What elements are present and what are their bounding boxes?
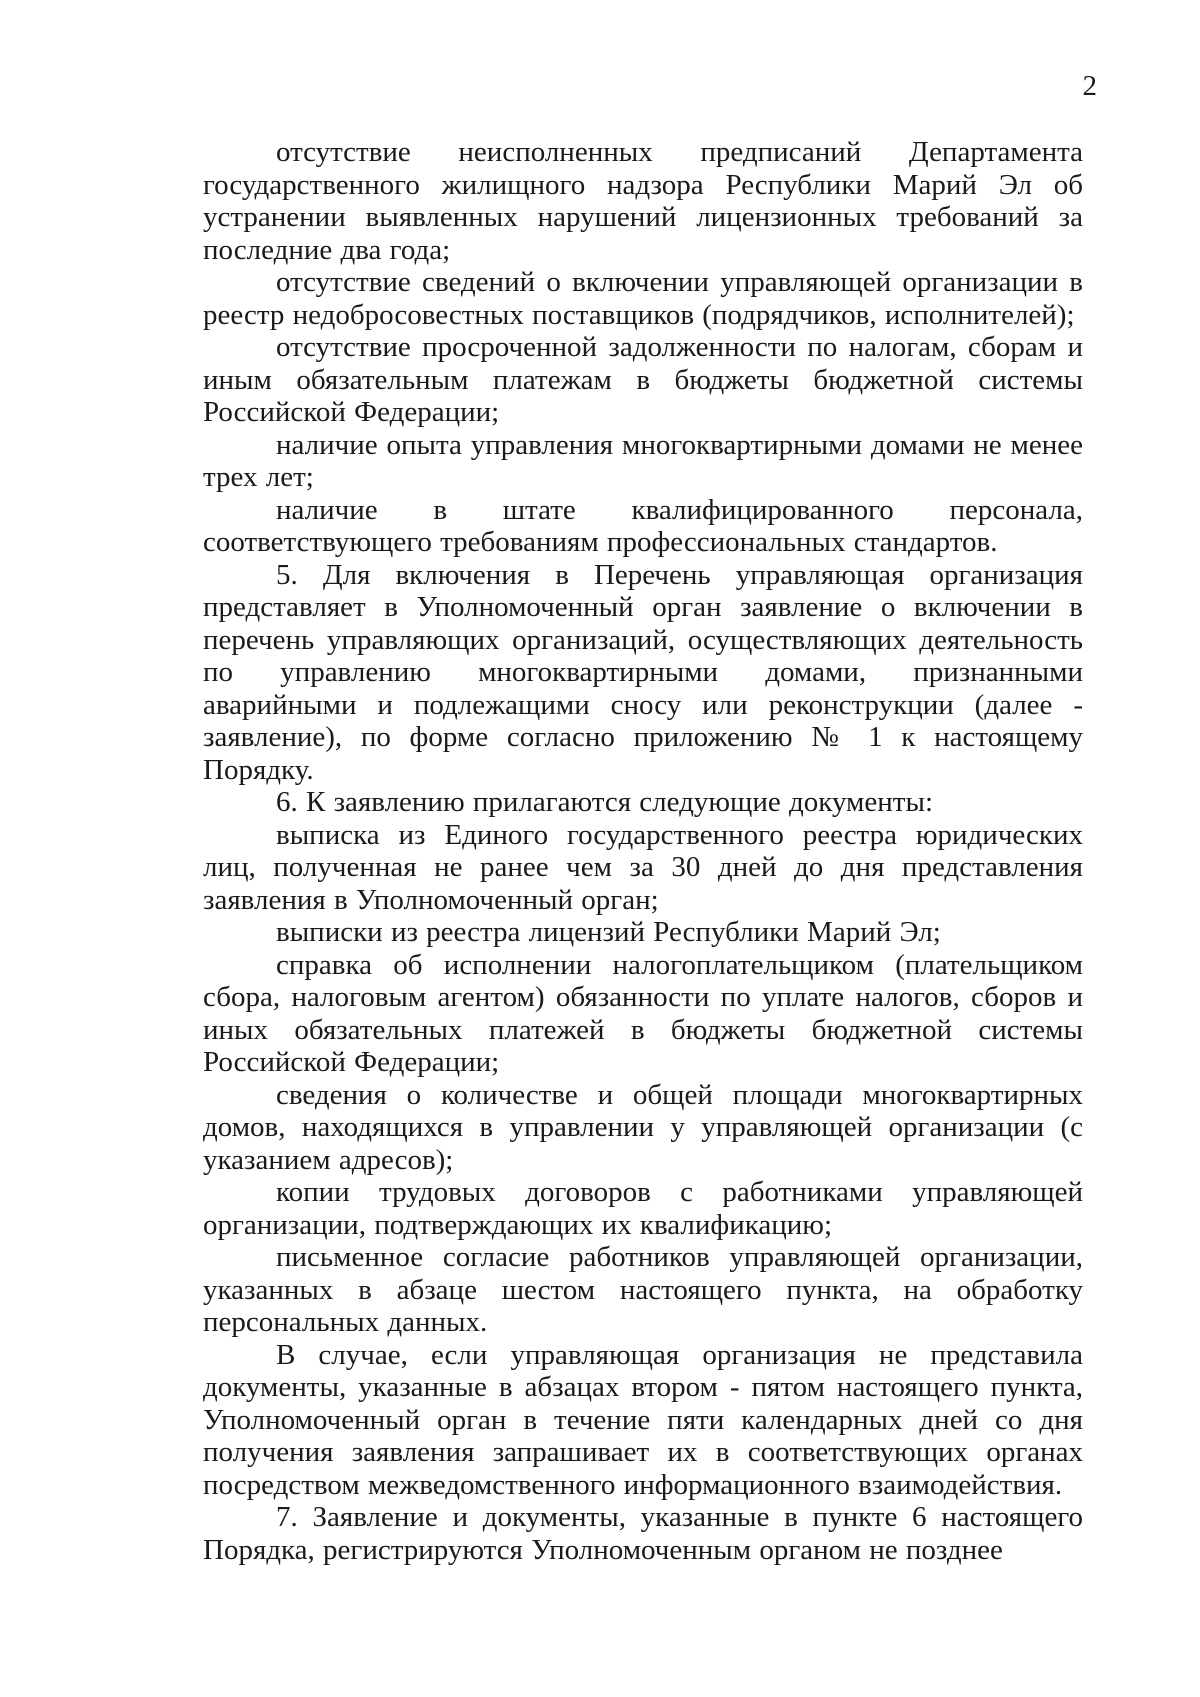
document-body	[203, 136, 1083, 1566]
paragraph-requirement-qualified-staff: наличие в штате квалифицированного персонала, соответствующего требованиям профессиональных стандартов.	[203, 493, 1083, 558]
paragraph-doc-housing-info: сведения о количестве и общей площади многоквартирных домов, находящихся в управлении у управляющей организации (с указанием адресов);	[203, 1078, 1083, 1176]
paragraph-requirement-not-in-registry: отсутствие сведений о включении управляющей организации в реестр недобросовестных поставщиков (подрядчиков, исполнителей);	[203, 266, 1083, 331]
paragraph-clause-6: 6. К заявлению прилагаются следующие документы:	[276, 786, 934, 818]
paragraph-doc-consent: письменное согласие работников управляющей организации, указанных в абзаце шестом настоящего пункта, на обработку персональных данных.	[203, 1241, 1083, 1338]
paragraph-requirement-no-violations: отсутствие неисполненных предписаний Департамента государственного жилищного надзора Республики Марий Эл об устранении выявленных нарушений лицензионных требований за последние два года;	[203, 136, 1083, 266]
paragraph-requirement-no-debt: отсутствие просроченной задолженности по налогам, сборам и иным обязательным платежам в бюджеты бюджетной системы Российской Федерации;	[203, 331, 1083, 428]
page-number: 2	[1082, 70, 1097, 102]
paragraph-requirement-experience: наличие опыта управления многоквартирными домами не менее трех лет;	[203, 428, 1083, 493]
paragraph-doc-license-extract: выписки из реестра лицензий Республики Марий Эл;	[276, 916, 941, 948]
paragraph-doc-labor-contracts: копии трудовых договоров с работниками управляющей организации, подтверждающих их квалификацию;	[203, 1176, 1083, 1241]
paragraph-clause-5: 5. Для включения в Перечень управляющая организация представляет в Уполномоченный орган заявление о включении в перечень управляющих организаций, осуществляющих деятельность по управлению многоквартирными домами, признанными аварийными и подлежащими сносу или реконструкции (далее - заявление), по форме согласно приложению № 1 к настоящему Порядку.	[203, 558, 1083, 786]
paragraph-interagency-request: В случае, если управляющая организация не представила документы, указанные в абзацах втором - пятом настоящего пункта, Уполномоченный орган в течение пяти календарных дней со дня получения заявления запрашивает их в соответствующих органах посредством межведомственного информационного взаимодействия.	[203, 1338, 1083, 1501]
paragraph-doc-tax-certificate: справка об исполнении налогоплательщиком (плательщиком сбора, налоговым агентом) обязанности по уплате налогов, сборов и иных обязательных платежей в бюджеты бюджетной системы Российской Федерации;	[203, 948, 1083, 1078]
paragraph-doc-egrul-extract: выписка из Единого государственного реестра юридических лиц, полученная не ранее чем за 30 дней до дня представления заявления в Уполномоченный орган;	[203, 818, 1083, 916]
paragraph-clause-7: 7. Заявление и документы, указанные в пункте 6 настоящего Порядка, регистрируются Уполномоченным органом не позднее	[203, 1501, 1083, 1566]
